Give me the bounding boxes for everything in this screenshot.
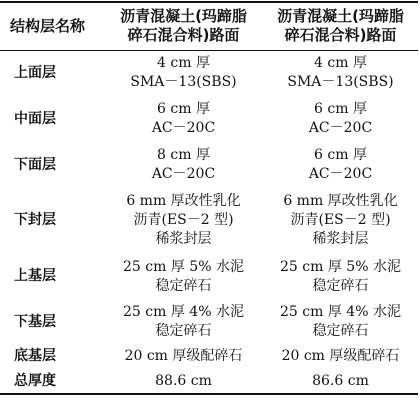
pavement-b-cell: 6 mm 厚改性乳化 沥青(ES－2 型) 稀浆封层	[283, 193, 398, 247]
pavement-a-cell: 6 cm 厚 AC－20C	[151, 101, 216, 136]
pavement-a-cell: 8 cm 厚 AC－20C	[151, 147, 216, 182]
layer-name: 下面层	[14, 156, 56, 173]
pavement-b-cell: 25 cm 厚 4% 水泥 稳定碎石	[280, 304, 401, 339]
table-row	[0, 96, 418, 142]
pavement-a-cell: 25 cm 厚 5% 水泥 稳定碎石	[123, 258, 244, 294]
pavement-a-cell: 4 cm 厚 SMA－13(SBS)	[130, 55, 237, 91]
pavement-b-cell: 25 cm 厚 5% 水泥 稳定碎石	[280, 258, 401, 294]
layer-name: 底基层	[14, 348, 56, 364]
layer-name: 总厚度	[0, 369, 104, 394]
table-row	[0, 50, 418, 96]
pavement-structure-table	[0, 1, 418, 395]
header-layer-name: 结构层名称	[0, 2, 104, 50]
pavement-a-cell: 88.6 cm	[104, 369, 263, 394]
table-row	[0, 344, 418, 369]
layer-name: 下封层	[14, 212, 56, 228]
table-row	[0, 300, 418, 344]
layer-name: 上基层	[14, 268, 56, 284]
header-row	[0, 2, 418, 50]
layer-name: 下基层	[14, 313, 56, 330]
table-row	[0, 188, 418, 253]
header-pavement-a: 沥青混凝土(玛蹄脂 碎石混合料)路面	[104, 2, 263, 50]
pavement-a-cell: 25 cm 厚 4% 水泥 稳定碎石	[123, 304, 244, 339]
table-row	[0, 142, 418, 188]
header-pavement-b: 沥青混凝土(玛蹄脂 碎石混合料)路面	[263, 2, 418, 50]
table-row	[0, 253, 418, 300]
pavement-b-cell: 4 cm 厚 SMA－13(SBS)	[287, 55, 394, 91]
pavement-b-cell: 86.6 cm	[263, 369, 418, 394]
layer-name: 上面层	[14, 64, 56, 81]
table-row	[0, 369, 418, 394]
layer-name: 中面层	[14, 110, 56, 127]
pavement-b-cell: 6 cm 厚 AC－20C	[308, 101, 373, 136]
pavement-a-cell: 20 cm 厚级配碎石	[124, 348, 243, 364]
pavement-a-cell: 6 mm 厚改性乳化 沥青(ES－2 型) 稀浆封层	[126, 193, 241, 247]
pavement-b-cell: 20 cm 厚级配碎石	[281, 348, 400, 364]
pavement-b-cell: 6 cm 厚 AC－20C	[308, 147, 373, 182]
